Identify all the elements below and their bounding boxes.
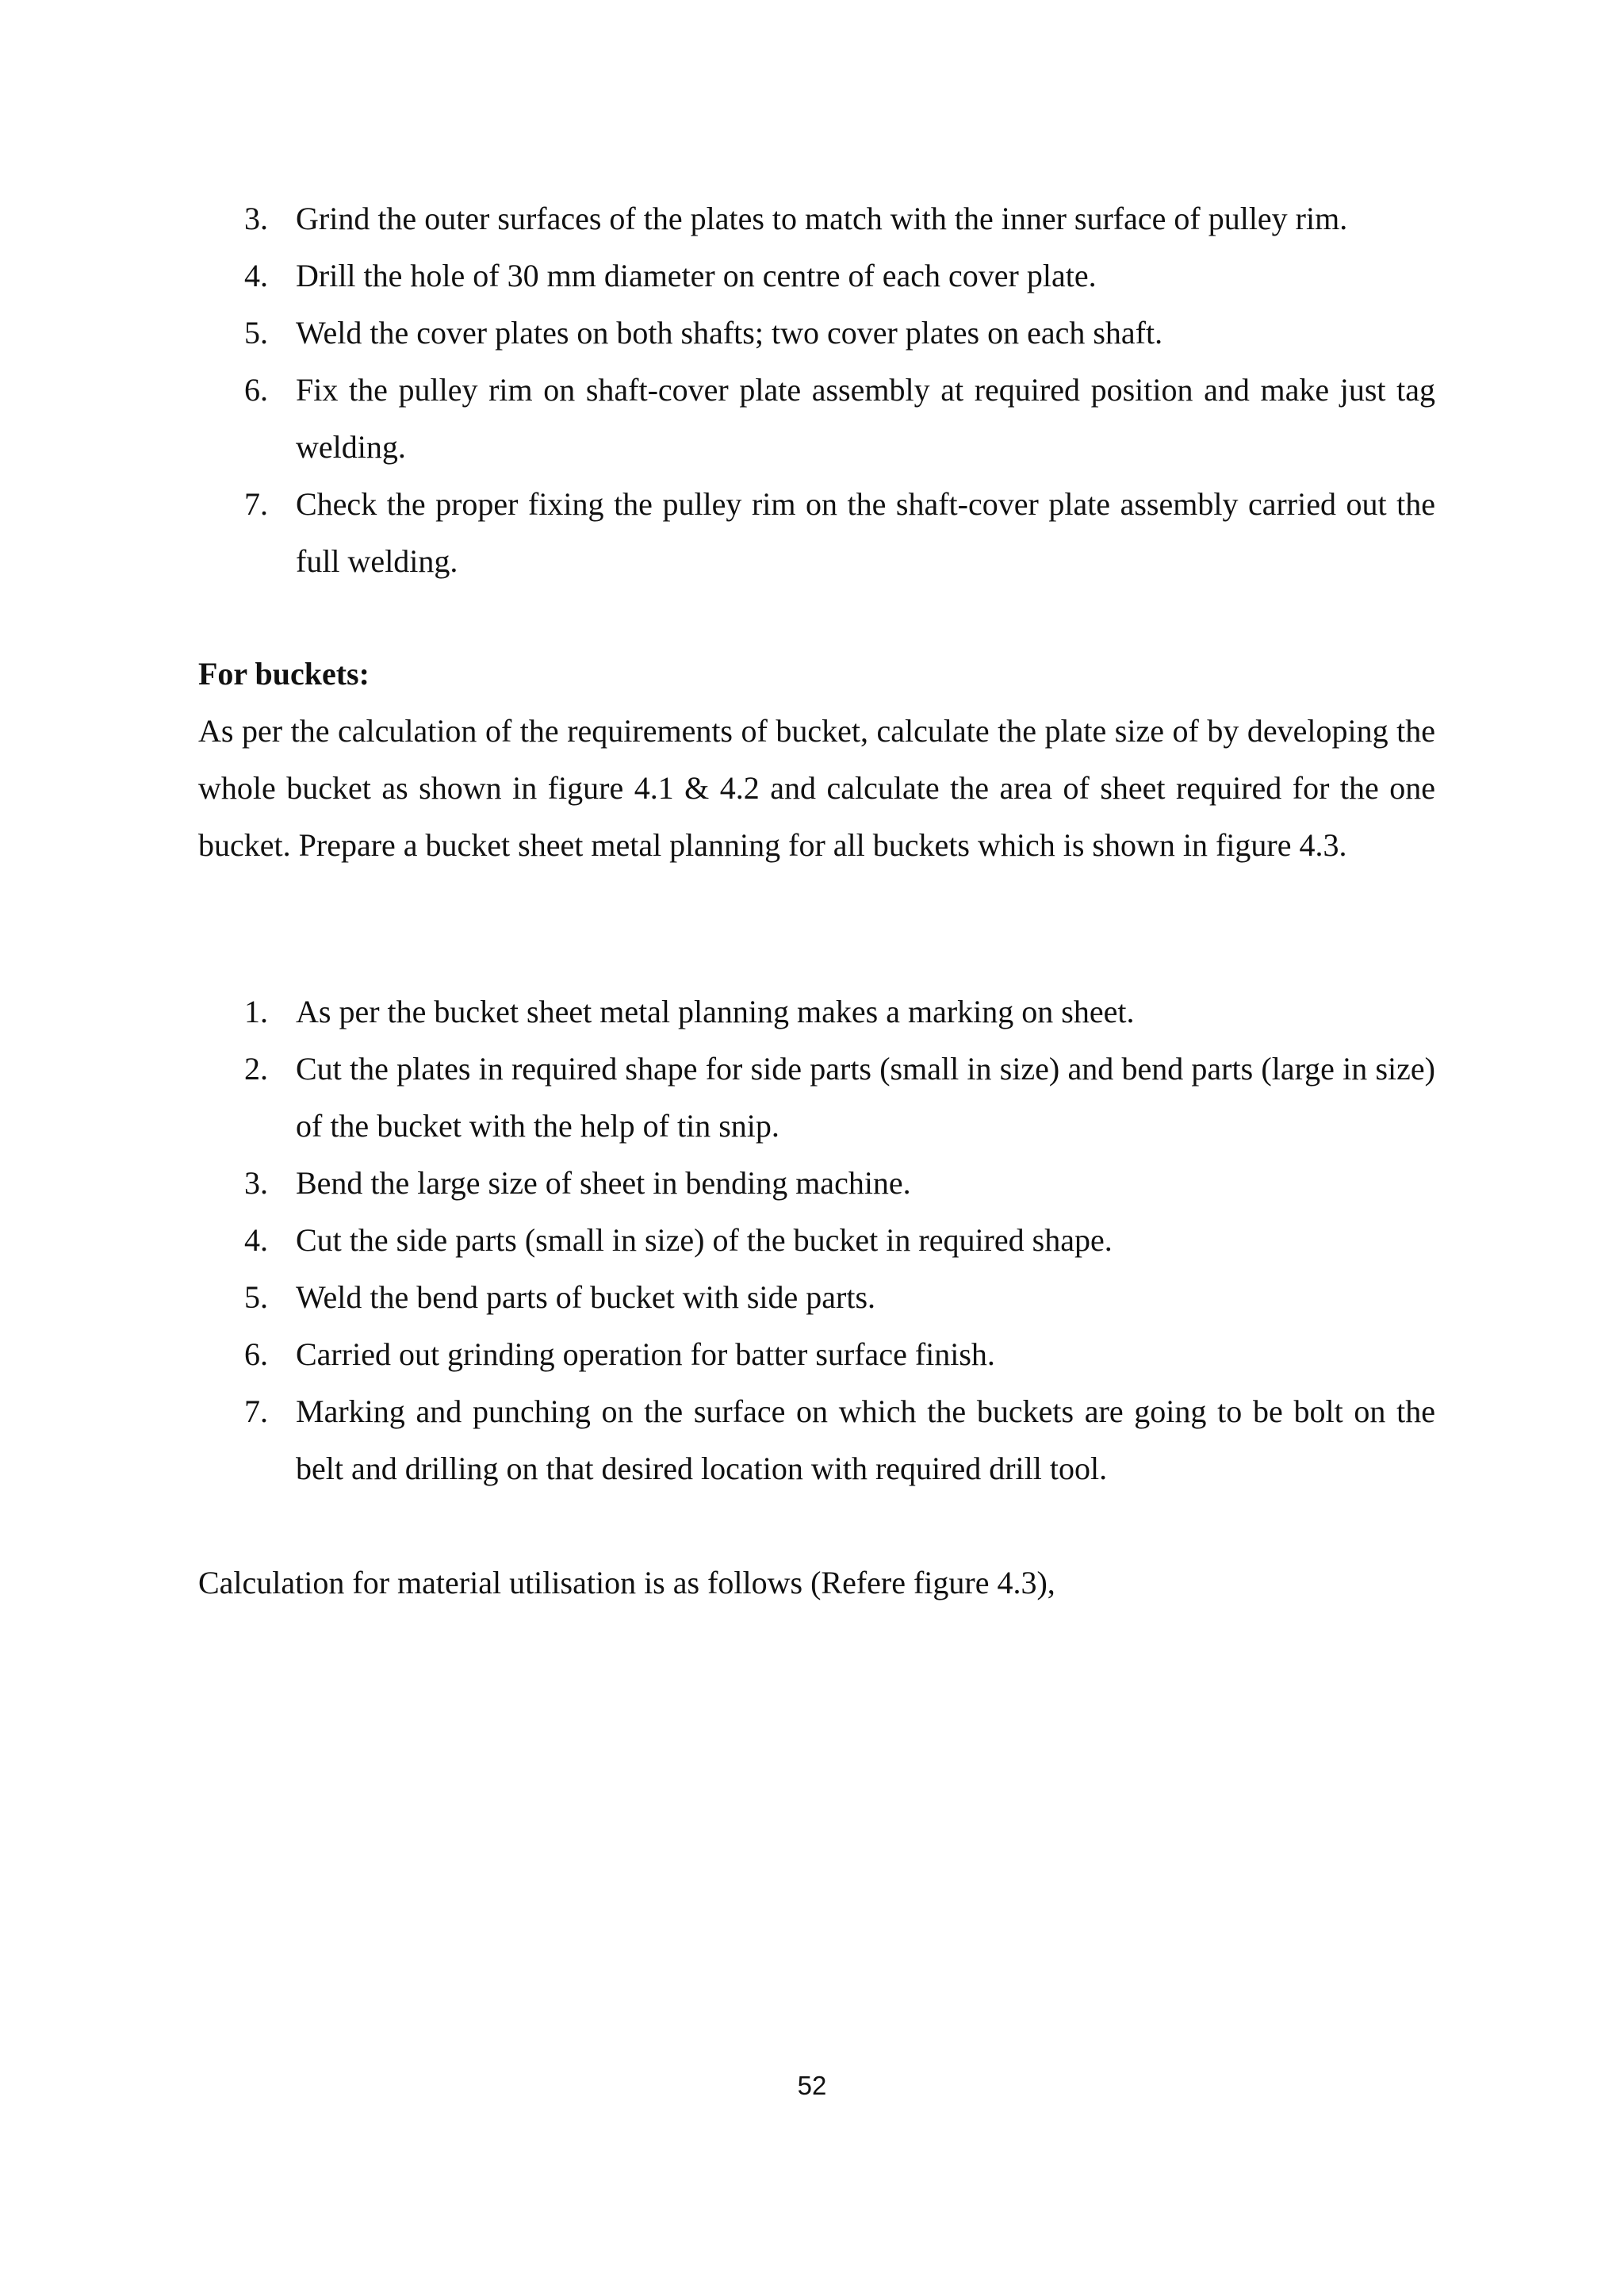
list-item bbox=[198, 983, 1435, 1041]
list-item bbox=[198, 362, 1435, 476]
list-item-text: Drill the hole of 30 mm diameter on centre of each cover plate. bbox=[296, 258, 1097, 293]
list-item bbox=[198, 1041, 1435, 1155]
list-item bbox=[198, 1212, 1435, 1269]
list-item bbox=[198, 476, 1435, 590]
section-heading: For buckets: bbox=[198, 656, 370, 692]
list-item bbox=[198, 190, 1435, 247]
list-item bbox=[198, 247, 1435, 305]
pulley-steps-list bbox=[198, 190, 1435, 590]
list-item-text: Weld the cover plates on both shafts; two cover plates on each shaft. bbox=[296, 315, 1163, 351]
page-number: 52 bbox=[797, 2071, 827, 2100]
list-item-number: 7. bbox=[244, 1393, 268, 1429]
list-item-number: 3. bbox=[244, 1165, 268, 1201]
list-item-number: 4. bbox=[244, 1222, 268, 1258]
list-item bbox=[198, 1155, 1435, 1212]
list-item bbox=[198, 1383, 1435, 1497]
bucket-steps-list bbox=[198, 983, 1435, 1497]
list-item-number: 7. bbox=[244, 486, 268, 522]
calculation-intro-text: Calculation for material utilisation is as follows (Refere figure 4.3), bbox=[198, 1565, 1055, 1600]
list-item-text: Check the proper fixing the pulley rim on the shaft-cover plate assembly carried out the full welding. bbox=[296, 486, 1435, 579]
list-item-number: 5. bbox=[244, 1279, 268, 1315]
list-item-number: 1. bbox=[244, 994, 268, 1029]
list-item bbox=[198, 1269, 1435, 1326]
list-item-text: Marking and punching on the surface on which the buckets are going to be bolt on the belt and drilling on that desired location with required drill tool. bbox=[296, 1393, 1435, 1486]
list-item bbox=[198, 305, 1435, 362]
section-paragraph: As per the calculation of the requirements of bucket, calculate the plate size of by developing the whole bucket as shown in figure 4.1 & 4.2 and calculate the area of sheet required for the one bucket. Prepare a bucket sheet metal planning for all buckets which is shown in figure 4.3. bbox=[198, 713, 1435, 863]
list-item bbox=[198, 1326, 1435, 1383]
list-item-text: Cut the plates in required shape for side parts (small in size) and bend parts (large in size) of the bucket with the help of tin snip. bbox=[296, 1051, 1435, 1144]
list-item-number: 6. bbox=[244, 1336, 268, 1372]
list-item-text: Cut the side parts (small in size) of the bucket in required shape. bbox=[296, 1222, 1113, 1258]
list-item-number: 6. bbox=[244, 372, 268, 408]
list-item-number: 3. bbox=[244, 201, 268, 236]
list-item-text: Weld the bend parts of bucket with side parts. bbox=[296, 1279, 876, 1315]
list-item-text: Grind the outer surfaces of the plates to match with the inner surface of pulley rim. bbox=[296, 201, 1348, 236]
list-item-text: Carried out grinding operation for batter surface finish. bbox=[296, 1336, 995, 1372]
list-item-number: 4. bbox=[244, 258, 268, 293]
list-item-text: Fix the pulley rim on shaft-cover plate assembly at required position and make just tag welding. bbox=[296, 372, 1435, 465]
list-item-text: As per the bucket sheet metal planning makes a marking on sheet. bbox=[296, 994, 1135, 1029]
list-item-number: 5. bbox=[244, 315, 268, 351]
list-item-number: 2. bbox=[244, 1051, 268, 1087]
list-item-text: Bend the large size of sheet in bending machine. bbox=[296, 1165, 911, 1201]
